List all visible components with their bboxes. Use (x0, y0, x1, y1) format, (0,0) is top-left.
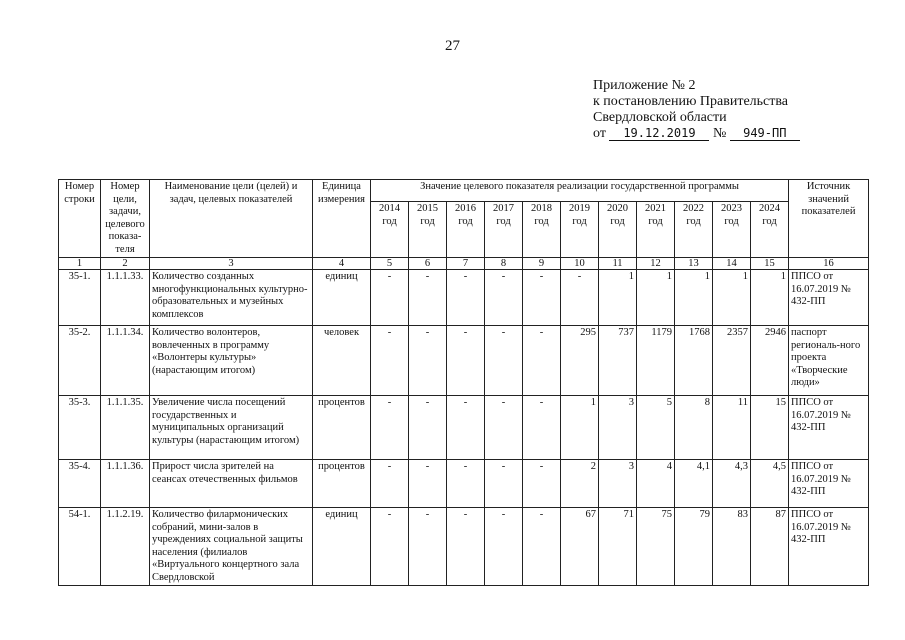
goal-code-cell: 1.1.1.34. (101, 326, 150, 396)
year-value-cell: - (485, 326, 523, 396)
source-cell: ППСО от 16.07.2019 № 432-ПП (789, 508, 869, 586)
year-value-cell: 1 (751, 270, 789, 326)
year-value-cell: 1 (561, 396, 599, 460)
indicator-name-cell: Количество волонтеров, вовлеченных в программу «Волонтеры культуры» (нарастающим итогом) (150, 326, 313, 396)
year-value-cell: 87 (751, 508, 789, 586)
column-number: 7 (447, 258, 485, 270)
column-number: 3 (150, 258, 313, 270)
year-value-cell: 8 (675, 396, 713, 460)
year-value-cell: 4 (637, 460, 675, 508)
year-value-cell: 3 (599, 396, 637, 460)
header-year: 2015 год (409, 202, 447, 258)
year-value-cell: 1 (637, 270, 675, 326)
year-value-cell: 2 (561, 460, 599, 508)
table-row (59, 326, 869, 396)
header-goal-number: Номер цели, задачи, целевого показа-теля (101, 180, 150, 258)
table-row (59, 508, 869, 586)
year-value-cell: - (371, 460, 409, 508)
header-year: 2014 год (371, 202, 409, 258)
year-value-cell: - (523, 508, 561, 586)
year-value-cell: 79 (675, 508, 713, 586)
source-cell: ППСО от 16.07.2019 № 432-ПП (789, 270, 869, 326)
year-value-cell: 4,1 (675, 460, 713, 508)
year-value-cell: - (409, 460, 447, 508)
column-number: 2 (101, 258, 150, 270)
year-value-cell: - (447, 508, 485, 586)
appendix-region-line: Свердловской области (593, 110, 727, 125)
year-value-cell: 1 (675, 270, 713, 326)
unit-cell: процентов (313, 396, 371, 460)
unit-cell: единиц (313, 508, 371, 586)
year-value-cell: 11 (713, 396, 751, 460)
table-row (59, 270, 869, 326)
column-number: 14 (713, 258, 751, 270)
header-year: 2022 год (675, 202, 713, 258)
goal-code-cell: 1.1.1.33. (101, 270, 150, 326)
year-value-cell: - (371, 326, 409, 396)
year-value-cell: - (523, 396, 561, 460)
year-value-cell: - (485, 396, 523, 460)
column-number: 8 (485, 258, 523, 270)
header-year: 2019 год (561, 202, 599, 258)
source-cell: ППСО от 16.07.2019 № 432-ПП (789, 460, 869, 508)
row-number-cell: 35-3. (59, 396, 101, 460)
year-value-cell: - (371, 396, 409, 460)
indicator-name-cell: Количество филармонических собраний, мини-залов в учреждениях социальной защиты населения (филиалов «Виртуального концертного зала Свердловской (150, 508, 313, 586)
row-number-cell: 35-2. (59, 326, 101, 396)
year-value-cell: 4,5 (751, 460, 789, 508)
column-number: 10 (561, 258, 599, 270)
year-value-cell: - (485, 508, 523, 586)
column-number: 5 (371, 258, 409, 270)
year-value-cell: - (447, 396, 485, 460)
goal-code-cell: 1.1.1.36. (101, 460, 150, 508)
year-value-cell: 1179 (637, 326, 675, 396)
year-value-cell: - (371, 508, 409, 586)
header-year: 2021 год (637, 202, 675, 258)
table-row (59, 460, 869, 508)
header-year: 2018 год (523, 202, 561, 258)
year-value-cell: - (409, 508, 447, 586)
header-year: 2024 год (751, 202, 789, 258)
indicator-name-cell: Увеличение числа посещений государственных и муниципальных организаций культуры (нарастающим итогом) (150, 396, 313, 460)
column-number: 16 (789, 258, 869, 270)
column-number: 11 (599, 258, 637, 270)
header-year: 2017 год (485, 202, 523, 258)
year-value-cell: - (523, 326, 561, 396)
page-number: 27 (445, 38, 460, 54)
year-value-cell: - (447, 326, 485, 396)
unit-cell: человек (313, 326, 371, 396)
year-value-cell: 4,3 (713, 460, 751, 508)
year-value-cell: - (523, 270, 561, 326)
year-value-cell: - (523, 460, 561, 508)
appendix-header (593, 78, 800, 142)
appendix-resolution-line: к постановлению Правительства (593, 94, 789, 109)
year-value-cell: - (409, 396, 447, 460)
row-number-cell: 54-1. (59, 508, 101, 586)
column-number: 6 (409, 258, 447, 270)
indicator-name-cell: Количество созданных многофункциональных культурно-образовательных и музейных комплексов (150, 270, 313, 326)
year-value-cell: 1 (599, 270, 637, 326)
goal-code-cell: 1.1.1.35. (101, 396, 150, 460)
column-number: 12 (637, 258, 675, 270)
number-label: № (712, 126, 727, 141)
unit-cell: единиц (313, 270, 371, 326)
year-value-cell: 3 (599, 460, 637, 508)
header-source: Источник значений показателей (789, 180, 869, 258)
year-value-cell: 295 (561, 326, 599, 396)
year-value-cell: 75 (637, 508, 675, 586)
column-number: 13 (675, 258, 713, 270)
header-row-number: Номер строки (59, 180, 101, 258)
from-label: от (593, 126, 606, 141)
source-cell: ППСО от 16.07.2019 № 432-ПП (789, 396, 869, 460)
header-year: 2020 год (599, 202, 637, 258)
year-value-cell: 5 (637, 396, 675, 460)
year-value-cell: - (447, 270, 485, 326)
year-value-cell: - (409, 326, 447, 396)
year-value-cell: - (485, 460, 523, 508)
header-unit: Единица измерения (313, 180, 371, 258)
goal-code-cell: 1.1.2.19. (101, 508, 150, 586)
indicator-name-cell: Прирост числа зрителей на сеансах отечественных фильмов (150, 460, 313, 508)
year-value-cell: 71 (599, 508, 637, 586)
table-row (59, 396, 869, 460)
year-value-cell: - (409, 270, 447, 326)
appendix-title: Приложение № 2 (593, 78, 696, 93)
year-value-cell: 2946 (751, 326, 789, 396)
column-number: 1 (59, 258, 101, 270)
year-value-cell: - (561, 270, 599, 326)
year-value-cell: 1768 (675, 326, 713, 396)
year-value-cell: 83 (713, 508, 751, 586)
row-number-cell: 35-1. (59, 270, 101, 326)
header-value-group: Значение целевого показателя реализации государственной программы (371, 180, 789, 202)
column-number: 15 (751, 258, 789, 270)
column-number: 9 (523, 258, 561, 270)
header-name: Наименование цели (целей) и задач, целевых показателей (150, 180, 313, 258)
year-value-cell: - (485, 270, 523, 326)
row-number-cell: 35-4. (59, 460, 101, 508)
year-value-cell: - (371, 270, 409, 326)
year-value-cell: 2357 (713, 326, 751, 396)
resolution-number: 949-ПП (730, 126, 800, 141)
source-cell: паспорт региональ-ного проекта «Творческие люди» (789, 326, 869, 396)
appendix-date-line (593, 126, 800, 142)
year-value-cell: - (447, 460, 485, 508)
header-year: 2023 год (713, 202, 751, 258)
header-year: 2016 год (447, 202, 485, 258)
unit-cell: процентов (313, 460, 371, 508)
resolution-date: 19.12.2019 (609, 126, 709, 141)
year-value-cell: 1 (713, 270, 751, 326)
column-number-row (59, 258, 869, 270)
indicators-table (58, 179, 869, 586)
year-value-cell: 737 (599, 326, 637, 396)
column-number: 4 (313, 258, 371, 270)
year-value-cell: 67 (561, 508, 599, 586)
year-value-cell: 15 (751, 396, 789, 460)
